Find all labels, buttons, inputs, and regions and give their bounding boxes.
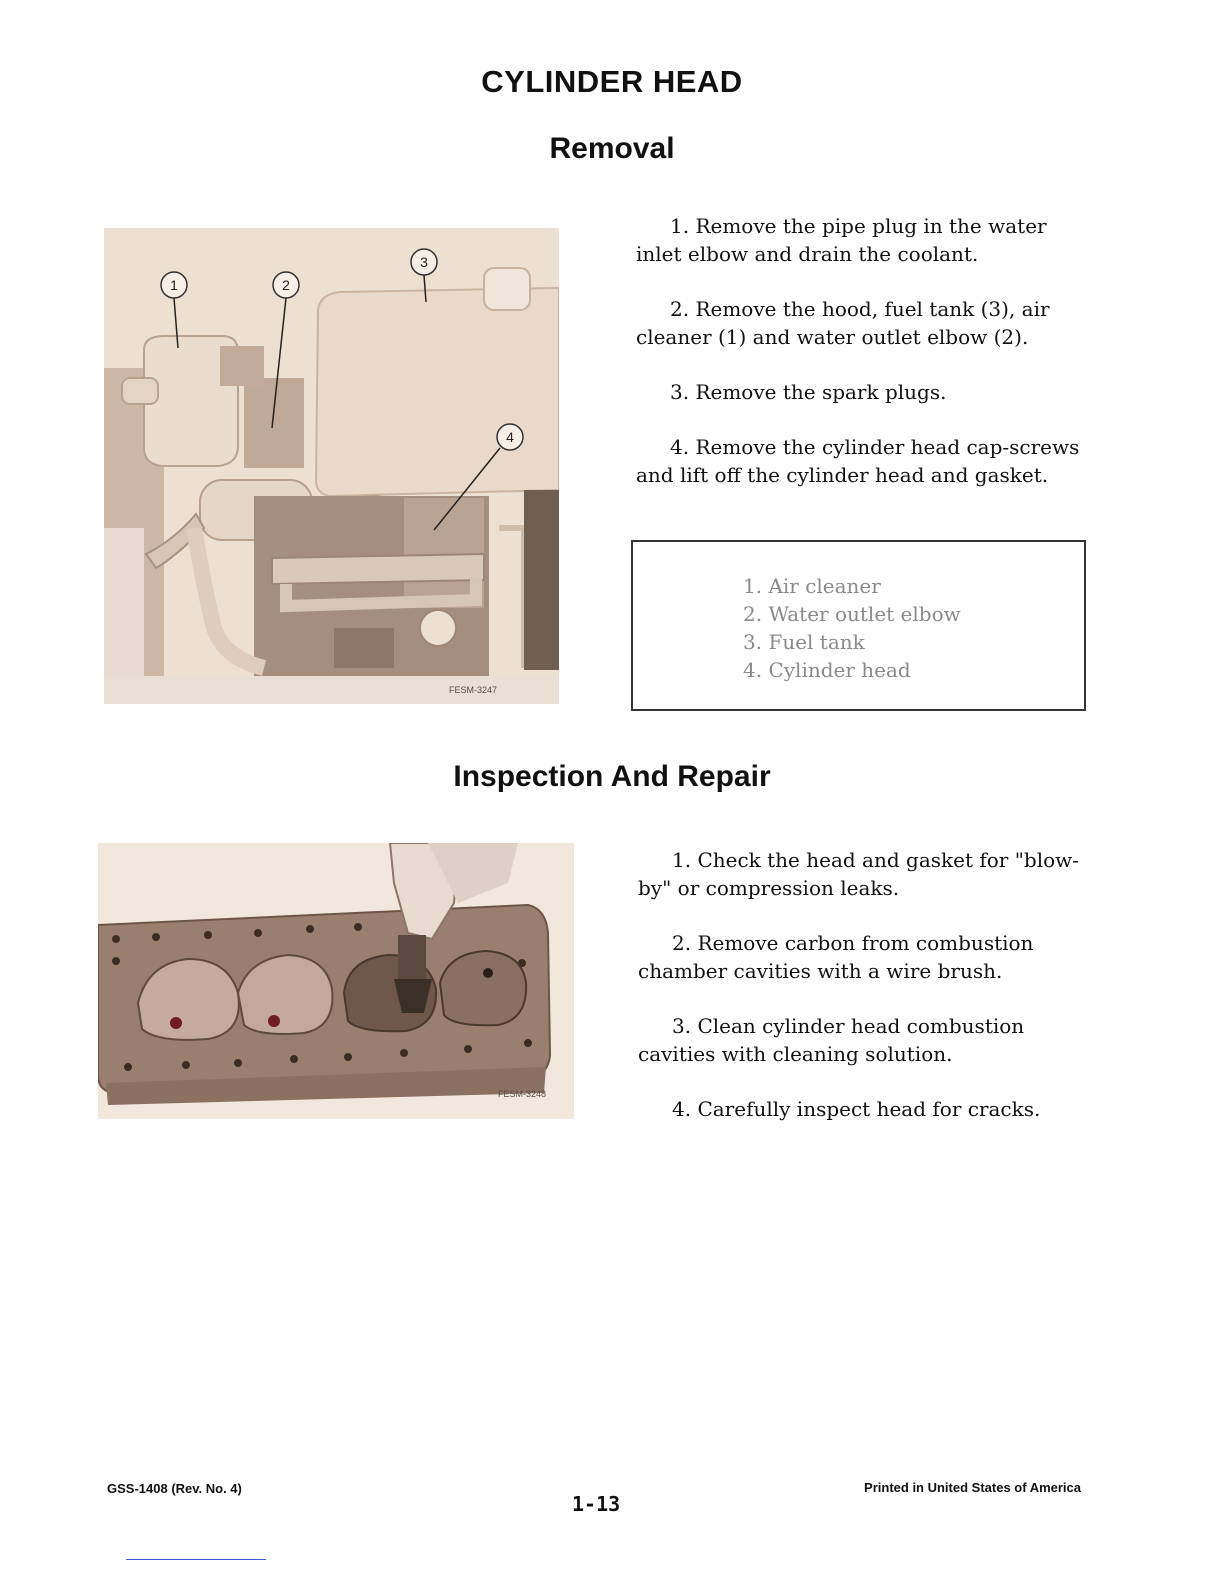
removal-step: 1. Remove the pipe plug in the water inlet elbow and drain the coolant. <box>636 214 1047 266</box>
document-code: GSS-1408 (Rev. No. 4) <box>107 1481 242 1496</box>
removal-step: 4. Remove the cylinder head cap-screws and lift off the cylinder head and gasket. <box>636 435 1080 487</box>
legend-item: 3. Fuel tank <box>743 630 865 654</box>
legend-item: 1. Air cleaner <box>743 574 881 598</box>
inspection-heading: Inspection And Repair <box>453 760 771 793</box>
removal-steps <box>636 212 1096 516</box>
svg-text:4: 4 <box>506 429 514 445</box>
inspection-step: 4. Carefully inspect head for cracks. <box>672 1097 1041 1121</box>
footer-rule <box>126 1559 266 1560</box>
print-notice: Printed in United States of America <box>864 1480 1081 1495</box>
legend-list <box>743 572 961 684</box>
figure-code-3247: FESM-3247 <box>449 685 498 695</box>
engine-photo <box>104 228 559 704</box>
page-title: CYLINDER HEAD <box>481 64 743 99</box>
inspection-step: 2. Remove carbon from combustion chamber cavities with a wire brush. <box>638 931 1034 983</box>
page-number: 1-13 <box>572 1492 621 1516</box>
inspection-step: 1. Check the head and gasket for "blow-by" or compression leaks. <box>638 848 1080 900</box>
legend-item: 4. Cylinder head <box>743 658 911 682</box>
inspection-steps <box>638 846 1098 1150</box>
legend-box <box>631 540 1086 711</box>
svg-text:3: 3 <box>420 254 428 270</box>
legend-item: 2. Water outlet elbow <box>743 602 961 626</box>
inspection-step: 3. Clean cylinder head combustion cavities with cleaning solution. <box>638 1014 1025 1066</box>
svg-text:2: 2 <box>282 277 290 293</box>
cylinder-head-photo <box>98 843 574 1119</box>
removal-heading: Removal <box>549 132 675 165</box>
removal-step: 2. Remove the hood, fuel tank (3), air cleaner (1) and water outlet elbow (2). <box>636 297 1050 349</box>
svg-text:1: 1 <box>170 277 178 293</box>
figure-code-3248: FESM-3248 <box>498 1089 547 1099</box>
removal-step: 3. Remove the spark plugs. <box>670 380 947 404</box>
